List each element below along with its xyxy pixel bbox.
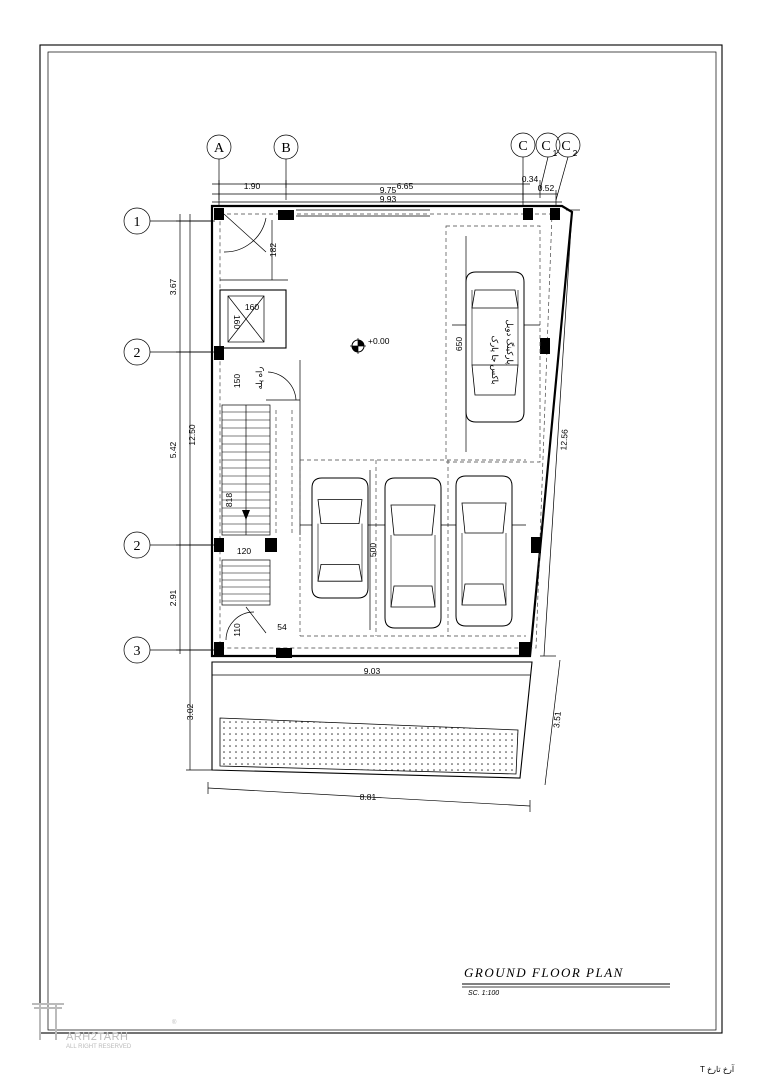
- car-4: [456, 476, 512, 626]
- car-3: [385, 478, 441, 628]
- svg-text:3.02: 3.02: [185, 703, 195, 721]
- drawing-title: GROUND FLOOR PLAN: [464, 965, 624, 980]
- svg-text:B: B: [281, 141, 291, 156]
- svg-text:5.42: 5.42: [168, 441, 178, 459]
- svg-text:9.75: 9.75: [379, 185, 397, 195]
- brand-reg-mark: ®: [172, 1020, 177, 1026]
- parking-double-label: پارکینگ دوبل: [505, 319, 515, 365]
- stair-note: راه پله: [254, 366, 264, 390]
- svg-text:500: 500: [368, 542, 378, 558]
- svg-text:818: 818: [224, 492, 234, 508]
- svg-text:+0.00: +0.00: [368, 336, 390, 346]
- brand-rights: ALL RIGHT RESERVED: [66, 1044, 132, 1050]
- drawing-scale: SC. 1:100: [468, 990, 500, 997]
- svg-text:2.91: 2.91: [168, 589, 178, 607]
- svg-text:160: 160: [232, 314, 242, 330]
- svg-text:C: C: [518, 139, 528, 154]
- brand-watermark: [32, 1004, 177, 1050]
- svg-text:2: 2: [133, 346, 141, 361]
- svg-text:6.65: 6.65: [396, 181, 414, 191]
- left-dimensions: [168, 214, 212, 770]
- svg-text:C: C: [541, 139, 551, 154]
- svg-text:160: 160: [244, 302, 260, 312]
- entry-door: [220, 214, 288, 280]
- svg-text:3: 3: [133, 644, 141, 659]
- front-width-dim: 9.03: [363, 666, 381, 676]
- grid-column-b: [274, 135, 298, 200]
- svg-text:650: 650: [454, 336, 464, 352]
- brand-logo: ARH2TARH: [66, 1031, 129, 1043]
- svg-text:182: 182: [268, 242, 278, 258]
- svg-text:0.52: 0.52: [537, 183, 555, 193]
- svg-text:9.93: 9.93: [379, 194, 397, 204]
- svg-text:120: 120: [236, 546, 252, 556]
- svg-text:150: 150: [232, 373, 242, 389]
- title-block: [462, 965, 670, 997]
- svg-text:1: 1: [552, 148, 558, 158]
- svg-text:54: 54: [277, 622, 287, 632]
- staircase: [222, 360, 300, 640]
- cars: [312, 272, 524, 628]
- svg-text:12.56: 12.56: [558, 428, 570, 451]
- top-dimensions: [212, 174, 562, 206]
- svg-text:0.34: 0.34: [521, 174, 539, 184]
- level-marker: [350, 336, 390, 354]
- svg-text:1.90: 1.90: [243, 181, 261, 191]
- svg-text:3.67: 3.67: [168, 278, 178, 296]
- planter-hatch: [220, 718, 518, 774]
- svg-text:3.51: 3.51: [551, 710, 563, 729]
- svg-text:12.50: 12.50: [187, 424, 197, 446]
- svg-text:2: 2: [572, 148, 578, 158]
- svg-text:A: A: [213, 141, 225, 156]
- svg-text:2: 2: [133, 539, 141, 554]
- car-2: [312, 478, 368, 598]
- elevator-shaft: [220, 290, 286, 348]
- svg-text:C: C: [561, 139, 571, 154]
- svg-text:110: 110: [232, 623, 242, 637]
- bottom-width-dim: 8.81: [359, 792, 377, 802]
- svg-text:1: 1: [133, 215, 141, 230]
- corner-watermark: T آرخ تارخ: [700, 1065, 735, 1074]
- parking-box-label: باکس جا پارک: [490, 335, 500, 385]
